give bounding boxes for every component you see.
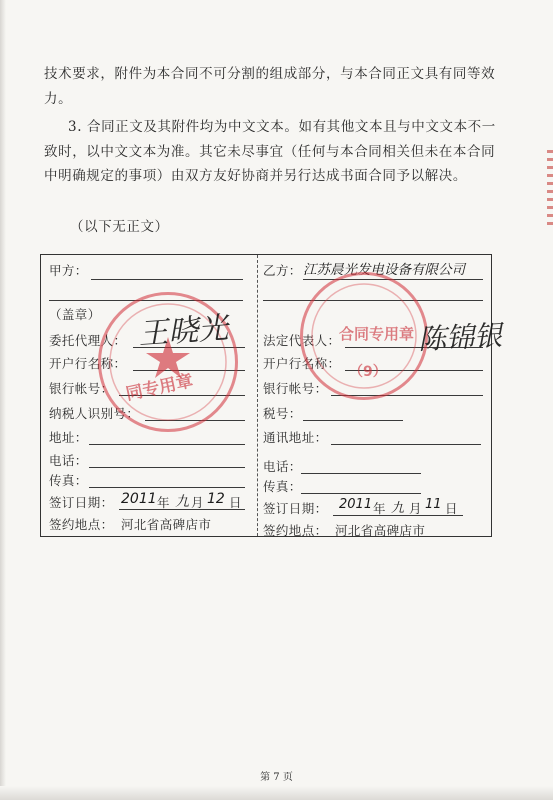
- page-number: 第 7 页: [260, 772, 293, 783]
- party-b-bank-label: 开户行名称：: [263, 356, 341, 371]
- party-b-date-year-unit: 年: [373, 501, 386, 516]
- party-b-date-month-unit: 月: [409, 501, 422, 516]
- party-b-address-label: 通讯地址：: [263, 430, 328, 445]
- party-b-signature: 陈锦银: [417, 318, 503, 357]
- party-a-account-label: 银行帐号：: [49, 381, 114, 396]
- party-a-address-label: 地址：: [49, 430, 88, 445]
- party-b-address-line: [331, 444, 481, 445]
- party-b-date-label: 签订日期：: [263, 501, 328, 516]
- party-b-seal-number: （9）: [349, 364, 387, 380]
- party-b-date-month: 九: [391, 501, 405, 516]
- party-a-label: 甲方：: [49, 263, 88, 278]
- party-a-signature: 王晓光: [137, 310, 230, 353]
- party-b-name: 江苏晨光发电设备有限公司: [303, 262, 465, 278]
- party-a-date-month: 九: [175, 494, 189, 510]
- party-b-fax-line: [301, 493, 421, 494]
- party-a-date-month-unit: 月: [191, 495, 204, 510]
- party-a-date-day-unit: 日: [229, 495, 242, 510]
- party-a-place-label: 签约地点：: [49, 517, 114, 532]
- party-b-date-year: 2011: [339, 497, 373, 512]
- party-b-seal-text: 合同专用章: [339, 325, 415, 343]
- end-of-text-note: （以下无正文）: [70, 219, 169, 235]
- paragraph-language-clause: 3. 合同正文及其附件均为中文文本。如有其他文本且与中文文本不一致时，以中文文本为准。其它未尽事宜（任何与本合同相关但未在本合同中明确规定的事项）由双方友好协商并另行达成书面合同予以解决。: [44, 119, 496, 184]
- paragraph-attachment-clause: 技术要求，附件为本合同不可分割的组成部分，与本合同正文具有同等效力。: [44, 66, 496, 107]
- party-a-date-year-unit: 年: [157, 495, 170, 510]
- party-a-taxpayer-label: 纳税人识别号：: [49, 406, 140, 421]
- party-b-tax-line: [303, 420, 403, 421]
- party-b-fax-label: 传真：: [263, 479, 302, 494]
- party-a-date-year: 2011: [121, 491, 157, 507]
- party-a-stamp-label: （盖章）: [49, 307, 101, 322]
- party-b-date-day-unit: 日: [445, 501, 458, 516]
- party-a-phone-line: [89, 467, 245, 468]
- page-bottom-shadow: [0, 786, 553, 800]
- party-b-legal-rep-label: 法定代表人：: [263, 333, 341, 348]
- party-b-label: 乙方：: [263, 263, 302, 278]
- party-b-contract-seal: [300, 272, 428, 400]
- party-a-fax-label: 传真：: [49, 473, 88, 488]
- party-b-phone-line: [301, 473, 421, 474]
- party-b-account-label: 银行帐号：: [263, 381, 328, 396]
- party-a-seal-text: 同专用章: [124, 371, 195, 405]
- party-b-place-label: 签约地点：: [263, 523, 328, 538]
- binding-marks: [547, 150, 553, 230]
- party-a-address-line: [89, 444, 245, 445]
- party-a-agent-label: 委托代理人：: [49, 333, 127, 348]
- party-a-place-value: 河北省高碑店市: [121, 517, 212, 532]
- party-a-date-label: 签订日期：: [49, 495, 114, 510]
- party-b-place-value: 河北省高碑店市: [335, 523, 426, 538]
- party-a-phone-label: 电话：: [49, 453, 88, 468]
- party-b-tax-label: 税号：: [263, 406, 302, 421]
- party-b-date-day: 11: [425, 497, 442, 512]
- party-b-phone-label: 电话：: [263, 459, 302, 474]
- party-a-line: [91, 279, 243, 280]
- party-a-bank-label: 开户行名称：: [49, 356, 127, 371]
- party-a-fax-line: [89, 487, 245, 488]
- page-edge-shadow: [0, 0, 6, 800]
- column-divider: [257, 255, 258, 536]
- party-a-date-day: 12: [207, 491, 225, 507]
